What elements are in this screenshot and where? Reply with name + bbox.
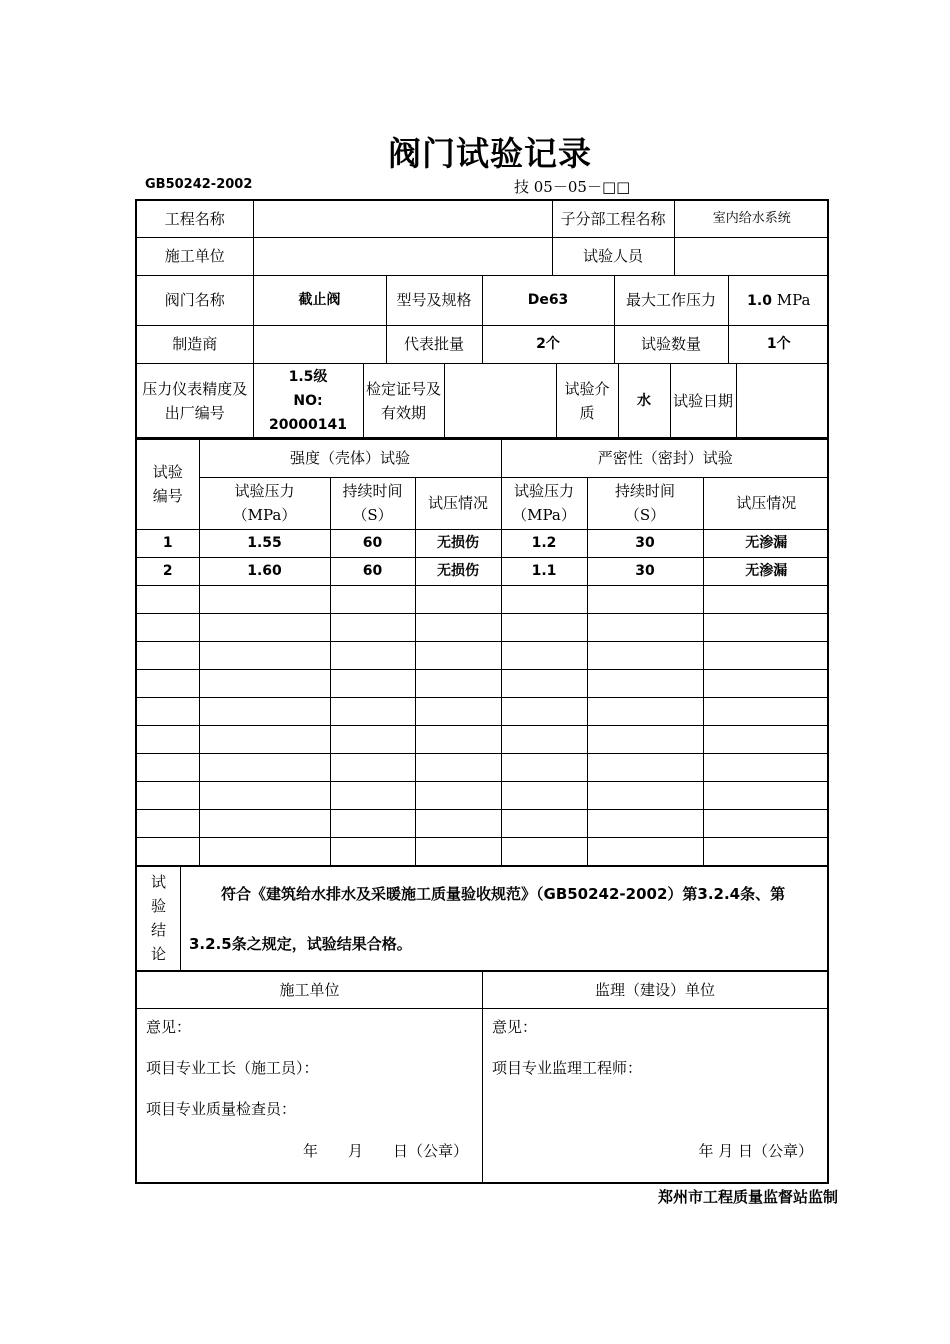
test-qty-field[interactable]: 1个 <box>728 325 829 363</box>
empty-cell[interactable] <box>587 697 703 725</box>
supervisor-signature <box>483 972 827 1182</box>
supervisor-sign-header: 监理（建设）单位 <box>483 972 827 1009</box>
row-seal-result[interactable]: 无渗漏 <box>703 557 829 585</box>
empty-cell[interactable] <box>587 725 703 753</box>
conclusion-line-1: 符合《建筑给水排水及采暖施工质量验收规范》（GB50242-2002）第3.2.4条、第 <box>221 884 786 903</box>
strength-duration-label: 持续时间 <box>342 482 403 500</box>
row-strength-time[interactable]: 60 <box>330 529 415 557</box>
empty-cell[interactable] <box>199 725 330 753</box>
table-row <box>137 837 829 865</box>
project-name-label: 工程名称 <box>137 201 253 237</box>
gauge-no-prefix: NO: <box>293 392 323 409</box>
seal-pressure-header <box>501 477 587 529</box>
table-row <box>137 697 829 725</box>
table-row <box>137 613 829 641</box>
empty-cell[interactable] <box>137 697 199 725</box>
row-seal-pressure[interactable]: 1.1 <box>501 557 587 585</box>
strength-pressure-unit: （MPa） <box>232 506 297 524</box>
empty-cell[interactable] <box>703 753 829 781</box>
empty-cell[interactable] <box>501 669 587 697</box>
contractor-opinion[interactable]: 意见： <box>146 1017 192 1036</box>
test-table <box>137 439 829 866</box>
sub-project-field[interactable]: 室内给水系统 <box>674 201 829 237</box>
gauge-serial: 20000141 <box>269 416 347 433</box>
row-seal-time[interactable]: 30 <box>587 529 703 557</box>
empty-rows <box>137 585 829 865</box>
info-table <box>137 201 829 363</box>
supervisor-date[interactable]: 年 月 日（公章） <box>698 1141 813 1160</box>
empty-cell[interactable] <box>703 585 829 613</box>
contractor-date[interactable]: 年 月 日（公章） <box>302 1141 468 1160</box>
empty-cell[interactable] <box>137 585 199 613</box>
empty-cell[interactable] <box>330 837 415 865</box>
seal-pressure-unit: （MPa） <box>512 506 576 524</box>
table-row <box>137 557 829 585</box>
empty-cell[interactable] <box>199 669 330 697</box>
medium-field[interactable]: 水 <box>618 364 670 438</box>
table-row <box>137 809 829 837</box>
gauge-class: 1.5级 <box>288 368 328 385</box>
conclusion-label-char: 验 <box>150 897 166 915</box>
row-no[interactable]: 1 <box>137 529 199 557</box>
empty-cell[interactable] <box>415 809 501 837</box>
empty-cell[interactable] <box>587 641 703 669</box>
empty-cell[interactable] <box>501 641 587 669</box>
empty-cell[interactable] <box>330 669 415 697</box>
empty-cell[interactable] <box>587 837 703 865</box>
cert-label: 检定证号及有效期 <box>363 364 444 438</box>
empty-cell[interactable] <box>330 725 415 753</box>
empty-cell[interactable] <box>501 613 587 641</box>
empty-cell[interactable] <box>137 641 199 669</box>
tester-label: 试验人员 <box>552 237 674 275</box>
empty-cell[interactable] <box>137 725 199 753</box>
page-title: 阀门试验记录 <box>388 134 592 173</box>
empty-cell[interactable] <box>703 641 829 669</box>
empty-cell[interactable] <box>501 753 587 781</box>
empty-cell[interactable] <box>199 585 330 613</box>
conclusion-section <box>137 866 827 970</box>
inspector-sign[interactable]: 项目专业质量检查员： <box>146 1099 297 1118</box>
test-qty-label: 试验数量 <box>614 325 728 363</box>
seal-duration-header <box>587 477 703 529</box>
valve-name-label: 阀门名称 <box>137 275 253 325</box>
empty-cell[interactable] <box>415 641 501 669</box>
empty-cell[interactable] <box>137 613 199 641</box>
empty-cell[interactable] <box>415 725 501 753</box>
date-label: 试验日期 <box>670 364 736 438</box>
max-pressure-value: 1.0 <box>747 292 772 309</box>
empty-cell[interactable] <box>587 753 703 781</box>
empty-cell[interactable] <box>415 585 501 613</box>
batch-label: 代表批量 <box>386 325 482 363</box>
empty-cell[interactable] <box>587 613 703 641</box>
date-field[interactable] <box>736 364 827 438</box>
empty-cell[interactable] <box>501 585 587 613</box>
strength-group-header: 强度（壳体）试验 <box>199 439 501 477</box>
row-no[interactable]: 2 <box>137 557 199 585</box>
empty-cell[interactable] <box>137 753 199 781</box>
table-row <box>137 725 829 753</box>
conclusion-label-char: 试 <box>150 873 166 891</box>
empty-cell[interactable] <box>415 837 501 865</box>
conclusion-label-char: 论 <box>150 945 166 963</box>
empty-cell[interactable] <box>415 753 501 781</box>
max-pressure-field[interactable] <box>728 275 829 325</box>
gauge-label: 压力仪表精度及出厂编号 <box>137 364 253 438</box>
contractor-signature <box>137 972 483 1182</box>
empty-cell[interactable] <box>501 809 587 837</box>
strength-result-header: 试压情况 <box>415 477 501 529</box>
seal-duration-unit: （S） <box>624 506 666 524</box>
conclusion-text[interactable] <box>189 869 821 969</box>
empty-cell[interactable] <box>703 781 829 809</box>
contractor-sign-header: 施工单位 <box>137 972 482 1009</box>
cert-field[interactable] <box>444 364 556 438</box>
manufacturer-field[interactable] <box>253 325 386 363</box>
empty-cell[interactable] <box>137 669 199 697</box>
empty-cell[interactable] <box>330 585 415 613</box>
row-seal-time[interactable]: 30 <box>587 557 703 585</box>
empty-cell[interactable] <box>330 781 415 809</box>
empty-cell[interactable] <box>137 809 199 837</box>
test-no-header <box>137 439 199 529</box>
strength-pressure-label: 试验压力 <box>234 482 295 500</box>
empty-cell[interactable] <box>330 753 415 781</box>
row-seal-pressure[interactable]: 1.2 <box>501 529 587 557</box>
supervisor-opinion[interactable]: 意见： <box>492 1017 538 1036</box>
empty-cell[interactable] <box>199 809 330 837</box>
seal-result-header: 试压情况 <box>703 477 829 529</box>
max-pressure-unit: MPa <box>776 290 811 309</box>
empty-cell[interactable] <box>199 613 330 641</box>
gauge-field[interactable] <box>253 364 363 438</box>
empty-cell[interactable] <box>703 613 829 641</box>
empty-cell[interactable] <box>587 585 703 613</box>
standard-code: GB50242-2002 <box>145 177 253 192</box>
empty-cell[interactable] <box>703 809 829 837</box>
strength-duration-unit: （S） <box>352 506 393 524</box>
empty-cell[interactable] <box>415 669 501 697</box>
empty-cell[interactable] <box>330 613 415 641</box>
form-number: 技 05－05－□□ <box>514 178 631 196</box>
empty-cell[interactable] <box>587 669 703 697</box>
valve-name-field[interactable]: 截止阀 <box>253 275 386 325</box>
row-seal-result[interactable]: 无渗漏 <box>703 529 829 557</box>
row-strength-pressure[interactable]: 1.55 <box>199 529 330 557</box>
empty-cell[interactable] <box>199 641 330 669</box>
empty-cell[interactable] <box>415 697 501 725</box>
sub-project-label: 子分部工程名称 <box>552 201 674 237</box>
empty-cell[interactable] <box>415 781 501 809</box>
row-strength-pressure[interactable]: 1.60 <box>199 557 330 585</box>
info-section <box>135 199 829 440</box>
table-row <box>137 529 829 557</box>
signature-section <box>137 970 827 1182</box>
empty-cell[interactable] <box>587 781 703 809</box>
test-section <box>135 437 829 1184</box>
row-strength-result[interactable]: 无损伤 <box>415 529 501 557</box>
table-row <box>137 585 829 613</box>
conclusion-line-2: 3.2.5条之规定，试验结果合格。 <box>189 934 412 953</box>
empty-cell[interactable] <box>501 725 587 753</box>
tester-field[interactable] <box>674 237 829 275</box>
conclusion-label <box>137 867 181 970</box>
contractor-field[interactable] <box>253 237 552 275</box>
empty-cell[interactable] <box>703 697 829 725</box>
seal-pressure-label: 试验压力 <box>513 482 574 500</box>
medium-label: 试验介质 <box>556 364 618 438</box>
row-strength-time[interactable]: 60 <box>330 557 415 585</box>
empty-cell[interactable] <box>501 781 587 809</box>
model-label: 型号及规格 <box>386 275 482 325</box>
test-no-label: 试验编号 <box>152 462 183 505</box>
empty-cell[interactable] <box>330 641 415 669</box>
conclusion-label-char: 结 <box>150 921 166 939</box>
supervisor-sign[interactable]: 项目专业监理工程师： <box>492 1058 643 1077</box>
table-row <box>137 781 829 809</box>
empty-cell[interactable] <box>703 669 829 697</box>
table-row <box>137 641 829 669</box>
empty-cell[interactable] <box>703 725 829 753</box>
row-strength-result[interactable]: 无损伤 <box>415 557 501 585</box>
gauge-table <box>137 363 827 438</box>
empty-cell[interactable] <box>501 697 587 725</box>
empty-cell[interactable] <box>330 697 415 725</box>
strength-duration-header <box>330 477 415 529</box>
batch-field[interactable]: 2个 <box>482 325 614 363</box>
strength-pressure-header <box>199 477 330 529</box>
footer-issuer: 郑州市工程质量监督站监制 <box>657 1188 838 1206</box>
empty-cell[interactable] <box>415 613 501 641</box>
empty-cell[interactable] <box>703 837 829 865</box>
manufacturer-label: 制造商 <box>137 325 253 363</box>
empty-cell[interactable] <box>137 837 199 865</box>
foreman-sign[interactable]: 项目专业工长（施工员）： <box>146 1058 319 1077</box>
model-field[interactable]: De63 <box>482 275 614 325</box>
empty-cell[interactable] <box>199 837 330 865</box>
empty-cell[interactable] <box>587 809 703 837</box>
project-name-field[interactable] <box>253 201 552 237</box>
empty-cell[interactable] <box>330 809 415 837</box>
empty-cell[interactable] <box>199 753 330 781</box>
contractor-label: 施工单位 <box>137 237 253 275</box>
empty-cell[interactable] <box>137 781 199 809</box>
seal-group-header: 严密性（密封）试验 <box>501 439 829 477</box>
empty-cell[interactable] <box>199 697 330 725</box>
table-row <box>137 669 829 697</box>
table-row <box>137 753 829 781</box>
empty-cell[interactable] <box>199 781 330 809</box>
seal-duration-label: 持续时间 <box>614 482 675 500</box>
max-pressure-label: 最大工作压力 <box>614 275 728 325</box>
empty-cell[interactable] <box>501 837 587 865</box>
